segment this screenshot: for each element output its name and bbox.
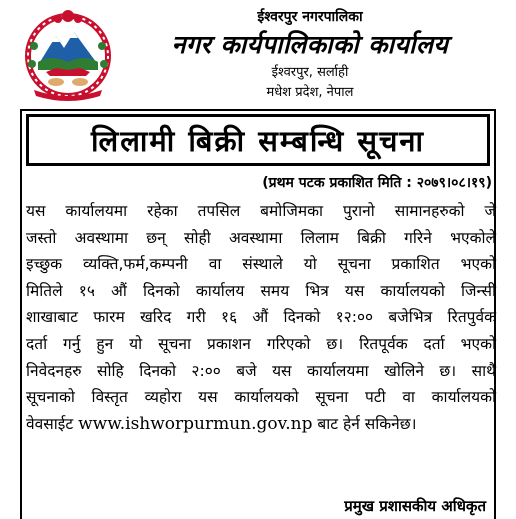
- body-line-website: [26, 411, 496, 438]
- body-line: इच्छुक व्यक्ति,फर्म,कम्पनी वा संस्थाले यो सूचना प्रकाशित भएको: [26, 255, 496, 274]
- notice-title: लिलामी बिक्री सम्बन्धि सूचना: [26, 114, 490, 166]
- office-location: ईश्वरपुर, सर्लाही: [271, 65, 349, 80]
- body-line: मितिले १५ औं दिनको कार्यालय समय भित्र यस कार्यालयको जिन्सी: [26, 281, 496, 300]
- body-line: जस्तो अवस्थामा छन् सोही अवस्थामा लिलाम बिक्री गरिने भएकोले: [26, 228, 496, 247]
- notice-body: [26, 198, 496, 437]
- body-line: शाखाबाट फारम खरिद गरी १६ औं दिनको १२:०० बजेभित्र रितपुर्वक: [26, 308, 496, 327]
- website-prefix: वेवसाईट: [26, 414, 74, 433]
- body-line: निवेदनहरु सोहि दिनको २:०० बजे यस कार्यालयमा खोलिने छ। साथै: [26, 361, 496, 380]
- body-line: दर्ता गर्नु हुन यो सूचना प्रकाशन गरिएको छ। रितपूर्वक दर्ता भएको: [26, 334, 496, 353]
- website-suffix: बाट हेर्न सकिनेछ।: [317, 414, 417, 433]
- office-name: नगर कार्यपालिकाको कार्यालय: [171, 30, 449, 59]
- website-link[interactable]: www.ishworpurmun.gov.np: [78, 413, 313, 434]
- body-line: यस कार्यालयमा रहेका तपसिल बमोजिमका पुरानो सामानहरुको जे: [26, 202, 496, 220]
- office-province: मधेश प्रदेश, नेपाल: [266, 85, 354, 100]
- signatory-title: प्रमुख प्रशासकीय अधिकृत: [344, 497, 486, 515]
- municipality-name: ईश्वरपुर नगरपालिका: [257, 9, 363, 25]
- publication-date: (प्रथम पटक प्रकाशित मिति : २०७९।०८।१९): [262, 175, 492, 191]
- body-line: सूचनाको विस्तृत व्यहोरा यस कार्यालयको सूचना पटी वा कार्यालयको: [26, 388, 496, 407]
